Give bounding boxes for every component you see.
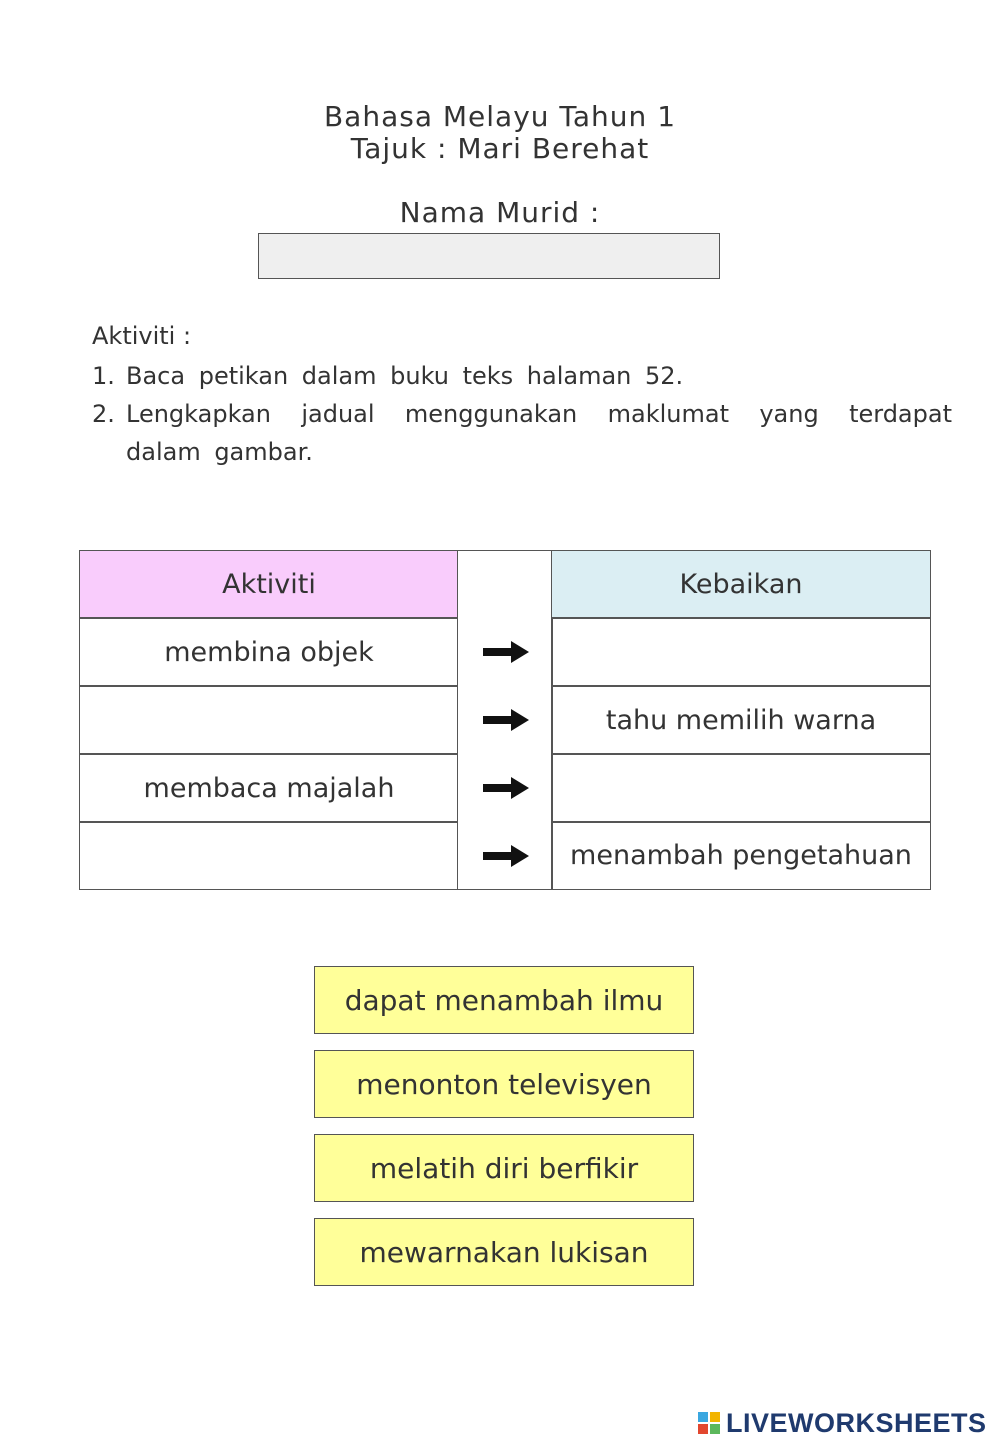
answer-option[interactable]: menonton televisyen	[314, 1050, 694, 1118]
liveworksheets-logo-icon	[698, 1412, 720, 1434]
student-name-input[interactable]	[258, 233, 720, 279]
answer-option[interactable]: mewarnakan lukisan	[314, 1218, 694, 1286]
activity-drop-cell[interactable]	[79, 821, 459, 890]
activity-cell: membaca majalah	[79, 753, 459, 823]
instruction-number: 1.	[92, 362, 115, 390]
liveworksheets-logo	[698, 1406, 987, 1440]
brand-name: LIVEWORKSHEETS	[726, 1407, 987, 1438]
right-arrow-icon	[483, 845, 529, 867]
benefit-cell: menambah pengetahuan	[551, 821, 931, 890]
activity-drop-cell[interactable]	[79, 685, 459, 755]
right-arrow-icon	[483, 777, 529, 799]
header-benefit: Kebaikan	[551, 550, 931, 619]
worksheet-topic: Tajuk : Mari Berehat	[350, 132, 650, 165]
right-arrow-icon	[483, 641, 529, 663]
benefit-drop-cell[interactable]	[551, 753, 931, 823]
activity-benefit-table	[79, 550, 931, 890]
header-activity: Aktiviti	[79, 550, 459, 619]
benefit-drop-cell[interactable]	[551, 617, 931, 687]
instructions-label: Aktiviti :	[92, 322, 192, 350]
student-name-label: Nama Murid :	[399, 196, 601, 229]
instruction-item	[92, 395, 952, 471]
activity-cell: membina objek	[79, 617, 459, 687]
instruction-text: Baca petikan dalam buku teks halaman 52.	[126, 362, 684, 390]
instruction-item	[92, 357, 952, 395]
arrow-column	[457, 550, 553, 890]
worksheet-subject: Bahasa Melayu Tahun 1	[323, 100, 677, 133]
answer-option[interactable]: dapat menambah ilmu	[314, 966, 694, 1034]
right-arrow-icon	[483, 709, 529, 731]
answer-option[interactable]: melatih diri berfikir	[314, 1134, 694, 1202]
benefit-cell: tahu memilih warna	[551, 685, 931, 755]
instruction-text: Lengkapkan jadual menggunakan maklumat yang terdapat dalam gambar.	[126, 400, 952, 466]
instruction-number: 2.	[92, 400, 115, 428]
